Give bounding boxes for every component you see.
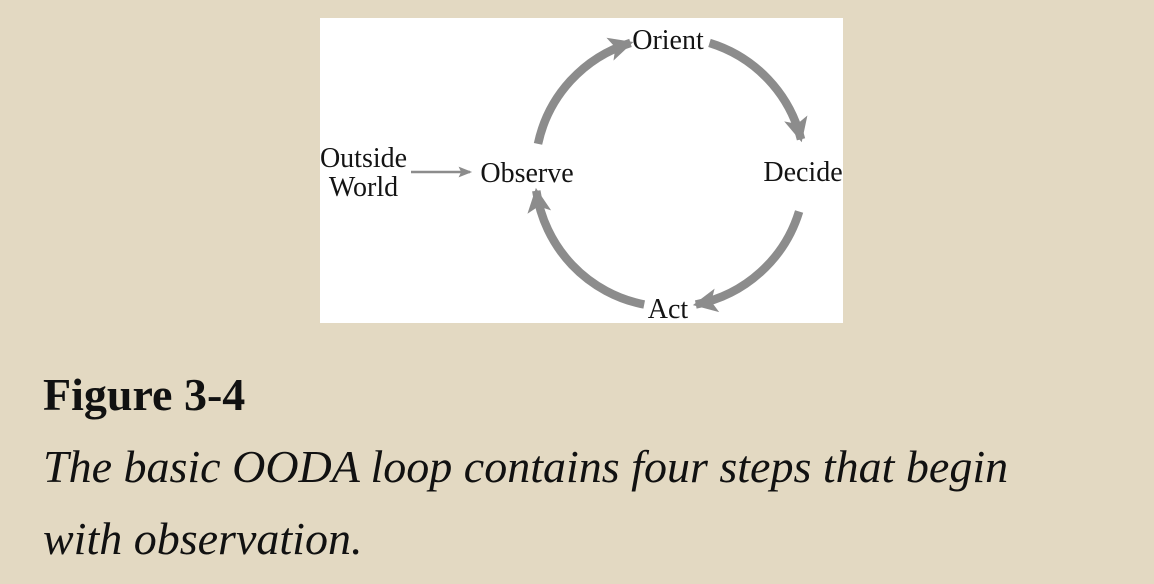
step-label-orient: Orient bbox=[632, 25, 704, 56]
outside-world-label-line2: World bbox=[328, 172, 399, 203]
outside-world-label-line1: Outside bbox=[320, 143, 408, 174]
arrow-decide-to-act bbox=[696, 212, 799, 305]
arrow-observe-to-orient bbox=[538, 43, 631, 144]
step-label-observe: Observe bbox=[480, 158, 574, 189]
ooda-loop-diagram bbox=[320, 18, 843, 323]
caption-line-2: with observation. bbox=[43, 513, 363, 564]
step-label-decide: Decide bbox=[763, 157, 843, 188]
arrow-act-to-observe bbox=[536, 191, 644, 305]
arrow-orient-to-decide bbox=[710, 43, 802, 139]
figure-label: Figure 3-4 bbox=[43, 369, 246, 420]
ooda-loop-figure-panel bbox=[320, 18, 843, 323]
figure-caption bbox=[43, 359, 1008, 575]
caption-line-1: The basic OODA loop contains four steps that begin bbox=[43, 441, 1009, 492]
step-label-act: Act bbox=[647, 294, 689, 323]
